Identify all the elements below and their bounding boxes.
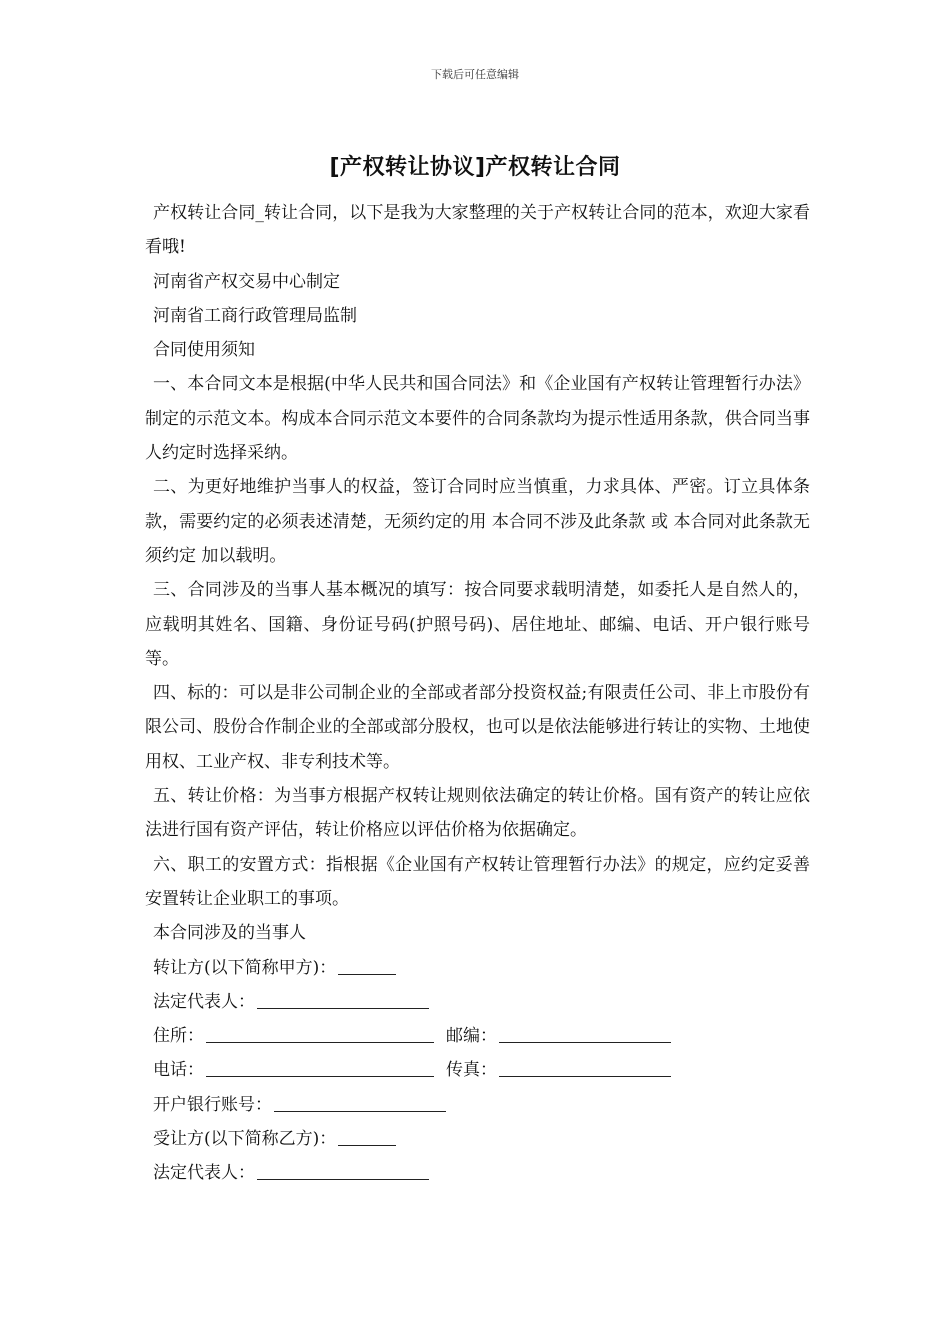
transferee-row: [145, 1122, 810, 1156]
bank-account-row: [145, 1088, 810, 1122]
legal-rep-blank[interactable]: [257, 988, 429, 1009]
legal-rep-row-2: [145, 1156, 810, 1190]
supervisor-line: 河南省工商行政管理局监制: [153, 305, 357, 326]
notice-item-2: 二、为更好地维护当事人的权益，签订合同时应当慎重，力求具体、严密。订立具体条款，需要约定的必须表述清楚，无须约定的用 本合同不涉及此条款 或 本合同对此条款无须约定 加以载明。: [145, 477, 810, 566]
bank-account-label: 开户银行账号：: [153, 1094, 272, 1115]
transferor-label: 转让方(以下简称甲方)：: [153, 957, 337, 978]
transferor-row: [145, 951, 810, 985]
document-body: [145, 196, 810, 1191]
transferee-blank[interactable]: [338, 1125, 396, 1146]
notice-item-3: 三、合同涉及的当事人基本概况的填写：按合同要求载明清楚，如委托人是自然人的，应载明其姓名、国籍、身份证号码(护照号码)、居住地址、邮编、电话、开户银行账号等。: [145, 580, 810, 669]
issuer-line: 河南省产权交易中心制定: [153, 271, 340, 292]
bank-account-blank[interactable]: [274, 1091, 446, 1112]
transferee-label: 受让方(以下简称乙方)：: [153, 1129, 337, 1150]
legal-rep-row-1: [145, 985, 810, 1019]
document-title: [产权转让协议]产权转让合同: [329, 155, 621, 180]
phone-row: [145, 1053, 810, 1087]
legal-rep-blank[interactable]: [257, 1159, 429, 1180]
fax-blank[interactable]: [499, 1056, 671, 1077]
legal-rep-label: 法定代表人：: [153, 1163, 255, 1184]
fax-label: 传真：: [446, 1060, 497, 1081]
notice-item-5: 五、转让价格：为当事方根据产权转让规则依法确定的转让价格。国有资产的转让应依法进行国有资产评估，转让价格应以评估价格为依据确定。: [145, 786, 810, 841]
phone-blank[interactable]: [206, 1056, 434, 1077]
postcode-label: 邮编：: [446, 1026, 497, 1047]
header-note: 下载后可任意编辑: [431, 68, 519, 81]
notice-item-4: 四、标的：可以是非公司制企业的全部或者部分投资权益;有限责任公司、非上市股份有限公司、股份合作制企业的全部或部分股权，也可以是依法能够进行转让的实物、土地使用权、工业产权、非专利技术等。: [145, 683, 810, 772]
address-row: [145, 1019, 810, 1053]
notice-item-6: 六、职工的安置方式：指根据《企业国有产权转让管理暂行办法》的规定，应约定妥善安置转让企业职工的事项。: [145, 854, 810, 909]
address-blank[interactable]: [206, 1022, 434, 1043]
intro-paragraph: 产权转让合同_转让合同，以下是我为大家整理的关于产权转让合同的范本，欢迎大家看看哦!: [145, 203, 810, 258]
notice-item-1: 一、本合同文本是根据(中华人民共和国合同法》和《企业国有产权转让管理暂行办法》制定的示范文本。构成本合同示范文本要件的合同条款均为提示性适用条款，供合同当事人约定时选择采纳。: [145, 374, 810, 464]
phone-label: 电话：: [153, 1060, 204, 1081]
transferor-blank[interactable]: [338, 954, 396, 975]
legal-rep-label: 法定代表人：: [153, 991, 255, 1012]
parties-heading: 本合同涉及的当事人: [153, 923, 306, 944]
usage-notice-heading: 合同使用须知: [153, 340, 255, 361]
address-label: 住所：: [153, 1026, 204, 1047]
postcode-blank[interactable]: [499, 1022, 671, 1043]
